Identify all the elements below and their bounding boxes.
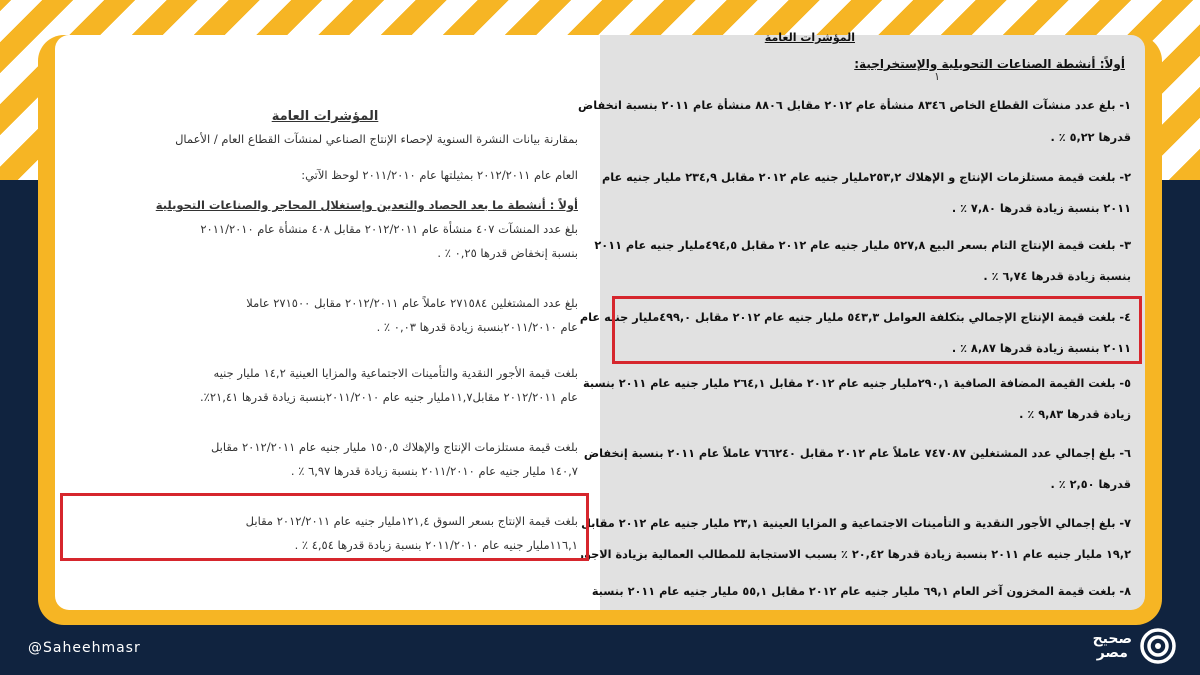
left-doc-item-1 <box>58 217 578 265</box>
right-item-line: ٦- بلغ إجمالي عدد المشتغلين ٧٤٧٠٨٧ عاملاً عام ٢٠١٢ مقابل ٧٦٦٢٤٠ عاملاً عام ٢٠١١ بنسبة إنخفاض <box>583 447 1131 460</box>
left-item-line: بلغت قيمة الأجور النقدية والتأمينات الاجتماعية والمزايا العينية ١٤,٢ مليار جنيه <box>213 366 578 380</box>
right-doc-item-3 <box>594 239 1131 283</box>
right-doc-item-2 <box>601 171 1131 215</box>
left-item-line: ١١٦,١مليار جنيه عام ٢٠١١/٢٠١٠ بنسبة زيادة قدرها ٤,٥٤ ٪ . <box>294 538 578 552</box>
left-item-line: بلغ عدد المشتغلين ٢٧١٥٨٤ عاملاً عام ٢٠١٢/٢٠١١ مقابل ٢٧١٥٠٠ عاملا <box>246 296 578 310</box>
right-item-line: ٥- بلغت القيمة المضافة الصافية ٢٩٠,١مليار جنيه عام ٢٠١٢ مقابل ٢٦٤,١ مليار جنيه عام ٢٠١١ بنسبة <box>582 377 1131 390</box>
brand-logo <box>1093 628 1176 664</box>
right-item-line: ١٩,٢ مليار جنيه عام ٢٠١١ بنسبة زيادة قدرها ٢٠,٤٢ ٪ بسبب الاستجابة للمطالب العمالية بزيادة الاجور <box>577 548 1131 561</box>
left-item-line: بلغت قيمة الإنتاج بسعر السوق ١٢١,٤مليار جنيه عام ٢٠١٢/٢٠١١ مقابل <box>245 514 578 528</box>
left-doc-item-3 <box>58 361 578 409</box>
left-doc-item-2 <box>58 291 578 339</box>
logo-line-1: صحيح <box>1092 631 1132 647</box>
right-item-line: ١- بلغ عدد منشآت القطاع الخاص ٨٣٤٦ منشأة عام ٢٠١٢ مقابل ٨٨٠٦ منشأة عام ٢٠١١ بنسبة انخفاض <box>578 99 1131 112</box>
right-doc-item-4 <box>579 311 1131 355</box>
right-doc-item-7 <box>577 517 1131 561</box>
right-document-panel <box>577 31 1145 610</box>
right-item-line: ٤- بلغت قيمة الإنتاج الإجمالي بتكلفة العوامل ٥٤٣,٣ مليار جنيه عام ٢٠١٢ مقابل ٤٩٩,٠مليار جنيه عام <box>579 311 1131 324</box>
brand-logo-text <box>1093 632 1132 660</box>
left-doc-section-heading: أولاً : أنشطة ما بعد الحصاد والتعدين وإستغلال المحاجر والصناعات التحويلية <box>155 198 578 212</box>
left-doc-item-4 <box>58 435 578 483</box>
target-icon <box>1140 628 1176 664</box>
right-item-line: زيادة قدرها ٩,٨٣ ٪ . <box>1019 408 1131 421</box>
left-document-panel <box>55 35 600 610</box>
right-doc-item-5 <box>582 377 1131 421</box>
logo-line-2: مصر <box>1096 645 1128 661</box>
left-item-line: بلغ عدد المنشآت ٤٠٧ منشأة عام ٢٠١٢/٢٠١١ مقابل ٤٠٨ منشأة عام ٢٠١١/٢٠١٠ <box>200 222 578 236</box>
right-doc-top-title: المؤشرات العامة <box>764 31 855 44</box>
left-item-line: عام ٢٠١١/٢٠١٠بنسبة زيادة قدرها ٠,٠٣ ٪ . <box>376 320 578 334</box>
right-item-line: ٢٠١١ بنسبة زيادة قدرها ٧,٨٠ ٪ . <box>951 202 1131 215</box>
left-doc-item-5 <box>58 509 578 557</box>
left-doc-intro-line-2: العام عام ٢٠١٢/٢٠١١ بمثيلتها عام ٢٠١١/٢٠١٠ لوحظ الآتي: <box>301 168 578 182</box>
right-item-line: قدرها ٢,٥٠ ٪ . <box>1050 478 1131 491</box>
right-doc-handwritten-mark: ١ <box>934 70 940 83</box>
right-doc-item-1 <box>578 99 1131 144</box>
right-item-line: ٢٠١١ بنسبة زيادة قدرها ٨,٨٧ ٪ . <box>951 342 1131 355</box>
right-doc-item-6 <box>583 447 1131 491</box>
left-doc-title: المؤشرات العامة <box>271 109 379 124</box>
right-item-line: قدرها ٥,٢٢ ٪ . <box>1050 131 1131 144</box>
right-item-line: ٨- بلغت قيمة المخزون آخر العام ٦٩,١ مليار جنيه عام ٢٠١٢ مقابل ٥٥,١ مليار جنيه عام ٢٠١١ بنسبة <box>591 585 1131 598</box>
left-item-line: عام ٢٠١٢/٢٠١١ مقابل١١,٧مليار جنيه عام ٢٠١١/٢٠١٠بنسبة زيادة قدرها ٢١,٤١٪. <box>200 390 578 404</box>
left-item-line: بلغت قيمة مستلزمات الإنتاج والإهلاك ١٥٠,٥ مليار جنيه عام ٢٠١٢/٢٠١١ مقابل <box>210 440 578 454</box>
right-item-line: ٢- بلغت قيمة مستلزمات الإنتاج و الإهلاك ٢٥٣,٢مليار جنيه عام ٢٠١٢ مقابل ٢٣٤,٩ مليار جنيه عام <box>601 171 1131 184</box>
social-handle: @Saheehmasr <box>28 640 141 656</box>
left-item-line: بنسبة إنخفاض قدرها ٠,٢٥ ٪ . <box>437 246 578 260</box>
right-doc-item-8 <box>591 585 1131 598</box>
right-item-line: ٧- بلغ إجمالي الأجور النقدية و التأمينات الاجتماعية و المزايا العينية ٢٣,١ مليار جنيه عام ٢٠١٢ مقابل <box>581 517 1131 530</box>
left-doc-intro-line-1: بمقارنة بيانات النشرة السنوية لإحصاء الإنتاج الصناعي لمنشآت القطاع العام / الأعمال <box>175 132 578 146</box>
left-item-line: ١٤٠,٧ مليار جنيه عام ٢٠١١/٢٠١٠ بنسبة زيادة قدرها ٦,٩٧ ٪ . <box>290 464 578 478</box>
right-item-line: بنسبة زيادة قدرها ٦,٧٤ ٪ . <box>983 270 1131 283</box>
right-item-line: ٣- بلغت قيمة الإنتاج التام بسعر البيع ٥٢٧,٨ مليار جنيه عام ٢٠١٢ مقابل ٤٩٤,٥مليار جنيه عام ٢٠١١ <box>594 239 1131 252</box>
right-doc-section-heading: أولاً: أنشطة الصناعات التحويلية والإستخراجية: <box>854 57 1125 71</box>
